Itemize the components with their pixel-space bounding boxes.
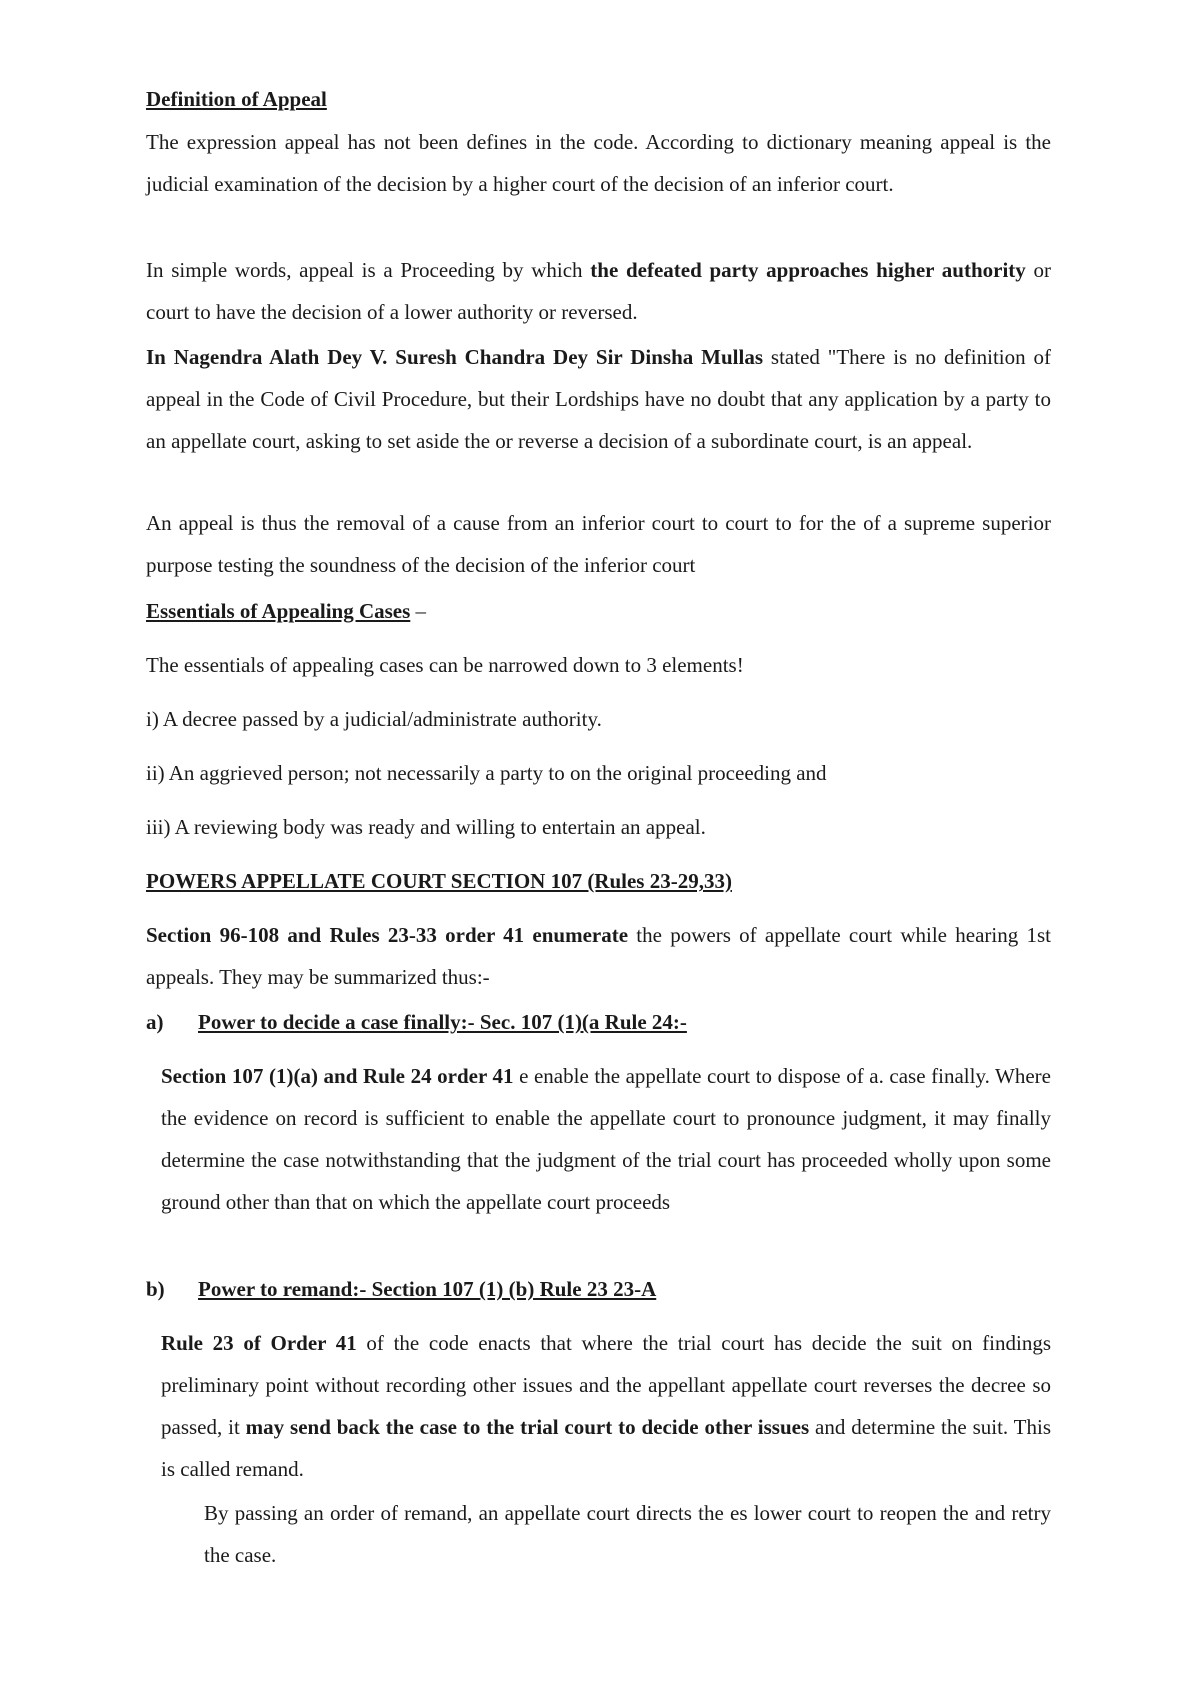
para3-end: stated "There is no definition of appeal in the Code of Civil Procedure, but their Lordships have no doubt that any application by a party to an appellate court, asking to set aside the or reverse a decision of a subordinate court, is an appeal. (146, 345, 1051, 453)
power-b-heading-line (146, 1268, 1051, 1310)
para2-end: or court to have the decision of a lower authority or reversed. (146, 258, 1051, 324)
definition-paragraph-3 (146, 336, 1051, 462)
power-b-text-2: and determine the suit. This is called remand. (161, 1415, 1051, 1481)
para2-start: In simple words, appeal is a Proceeding by which (146, 258, 591, 282)
powers-intro-bold: Section 96-108 and Rules 23-33 order 41 enumerate (146, 923, 629, 947)
definition-paragraph-4: An appeal is thus the removal of a cause from an inferior court to court to for the of a supreme superior purpose testing the soundness of the decision of the inferior court (146, 511, 1051, 577)
essentials-item-2: ii) An aggrieved person; not necessarily a party to on the original proceeding and (146, 761, 827, 785)
powers-intro (146, 914, 1051, 998)
power-b-text-1: of the code enacts that where the trial court has decide the suit on findings preliminary point without recording other issues and the appellant appellate court reverses the decree so passed, it (161, 1331, 1051, 1439)
powers-heading: POWERS APPELLATE COURT SECTION 107 (Rules 23-29,33) (146, 869, 732, 893)
essentials-heading-dash: – (410, 599, 427, 623)
definition-paragraph-1: The expression appeal has not been defines in the code. According to dictionary meaning appeal is the judicial examination of the decision by a higher court of the decision of an inferior court. (146, 130, 1051, 196)
power-b-paragraph (161, 1322, 1051, 1490)
essentials-heading: Essentials of Appealing Cases (146, 599, 411, 623)
essentials-intro: The essentials of appealing cases can be narrowed down to 3 elements! (146, 653, 744, 677)
power-b-bold-2: may send back the case to the trial court to decide other issues (245, 1415, 810, 1439)
power-a-paragraph (161, 1055, 1051, 1223)
power-b-paragraph-2: By passing an order of remand, an appellate court directs the es lower court to reopen the and retry the case. (204, 1501, 1051, 1567)
power-a-heading-line (146, 1001, 1051, 1043)
para2-bold: the defeated party approaches higher authority (590, 258, 1026, 282)
essentials-heading-line (146, 590, 1051, 632)
power-a-bold: Section 107 (1)(a) and Rule 24 order 41 (161, 1064, 514, 1088)
definition-paragraph-2 (146, 249, 1051, 333)
powers-intro-end: the powers of appellate court while hearing 1st appeals. They may be summarized thus:- (146, 923, 1051, 989)
power-b-heading: Power to remand:- Section 107 (1) (b) Rule 23 23-A (198, 1277, 657, 1301)
power-a-label: a) (146, 1010, 164, 1034)
para3-bold: In Nagendra Alath Dey V. Suresh Chandra Dey Sir Dinsha Mullas (146, 345, 764, 369)
power-a-heading: Power to decide a case finally:- Sec. 107 (1)(a Rule 24:- (198, 1010, 687, 1034)
power-a-text: e enable the appellate court to dispose of a. case finally. Where the evidence on record is sufficient to enable the appellate court to pronounce judgment, it may finally determine the case notwithstanding that the judgment of the trial court has proceeded wholly upon some ground other than that on which the appellate court proceeds (161, 1064, 1051, 1214)
power-b-label: b) (146, 1277, 165, 1301)
power-b-bold-1: Rule 23 of Order 41 (161, 1331, 357, 1355)
essentials-item-3: iii) A reviewing body was ready and willing to entertain an appeal. (146, 815, 706, 839)
definition-heading: Definition of Appeal (146, 87, 327, 111)
essentials-item-1: i) A decree passed by a judicial/administrate authority. (146, 707, 602, 731)
